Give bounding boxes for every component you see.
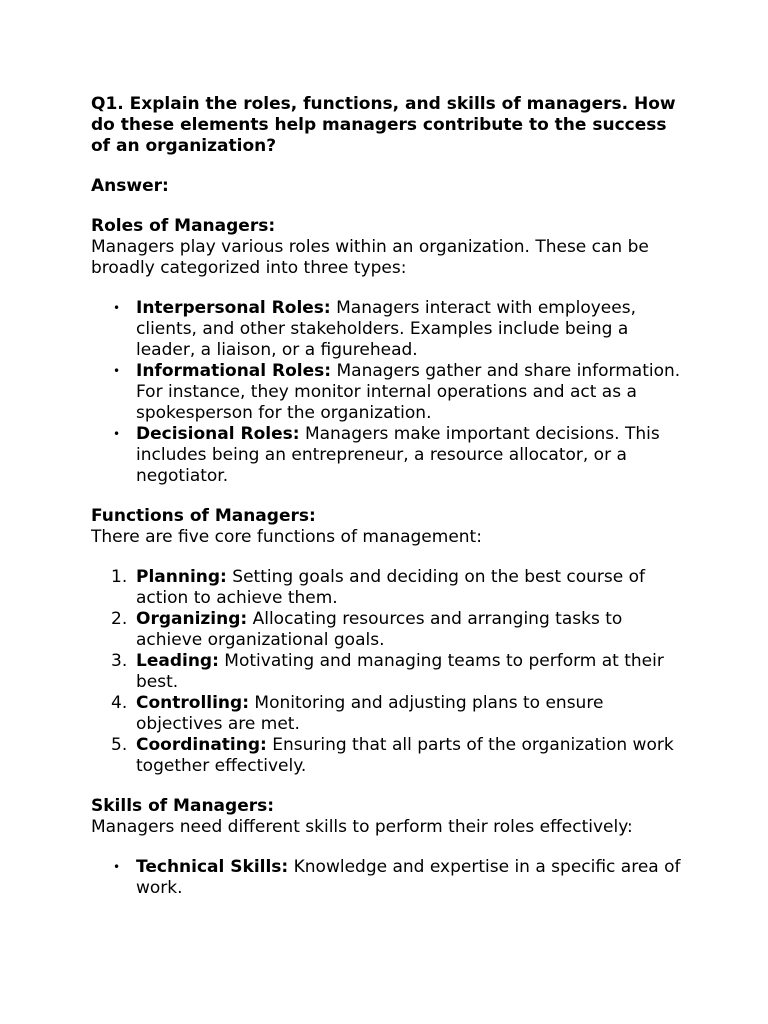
roles-heading: Roles of Managers:	[91, 216, 276, 236]
list-item	[91, 424, 691, 487]
list-item	[91, 567, 691, 609]
role-term: Decisional Roles:	[136, 424, 300, 444]
list-number: 4.	[111, 693, 128, 713]
list-item	[91, 361, 691, 424]
bullet-icon: •	[113, 427, 121, 441]
list-number: 3.	[111, 651, 128, 671]
roles-list	[91, 298, 691, 487]
functions-list	[91, 567, 691, 777]
document-content	[91, 94, 691, 918]
function-description: Motivating and managing teams to perform at their best.	[136, 651, 664, 692]
role-description: Managers make important decisions. This includes being an entrepreneur, a resource allocator, or a negotiator.	[136, 424, 660, 486]
role-term: Interpersonal Roles:	[136, 298, 331, 318]
skill-term: Technical Skills:	[136, 857, 289, 877]
list-number: 1.	[111, 567, 128, 587]
functions-heading: Functions of Managers:	[91, 506, 316, 526]
function-description: Allocating resources and arranging tasks to achieve organizational goals.	[136, 609, 623, 650]
list-item	[91, 735, 691, 777]
function-term: Planning:	[136, 567, 227, 587]
list-item	[91, 609, 691, 651]
list-item	[91, 298, 691, 361]
skills-list	[91, 857, 691, 899]
skill-description: Knowledge and expertise in a specific area of work.	[136, 857, 681, 898]
function-description: Ensuring that all parts of the organization work together effectively.	[136, 735, 674, 776]
function-description: Monitoring and adjusting plans to ensure objectives are met.	[136, 693, 604, 734]
function-term: Organizing:	[136, 609, 248, 629]
list-item	[91, 693, 691, 735]
answer-label: Answer:	[91, 176, 169, 196]
role-term: Informational Roles:	[136, 361, 332, 381]
list-number: 5.	[111, 735, 128, 755]
skills-heading: Skills of Managers:	[91, 796, 275, 816]
question-text: Q1. Explain the roles, functions, and skills of managers. How do these elements help managers contribute to the success of an organization?	[91, 94, 676, 156]
function-term: Controlling:	[136, 693, 249, 713]
function-term: Leading:	[136, 651, 219, 671]
role-description: Managers gather and share information. For instance, they monitor internal operations and act as a spokesperson for the organization.	[136, 361, 681, 423]
bullet-icon: •	[113, 301, 121, 315]
function-term: Coordinating:	[136, 735, 267, 755]
function-description: Setting goals and deciding on the best course of action to achieve them.	[136, 567, 646, 608]
list-number: 2.	[111, 609, 128, 629]
functions-intro: There are five core functions of management:	[91, 527, 482, 547]
list-item	[91, 857, 691, 899]
bullet-icon: •	[113, 364, 121, 378]
list-item	[91, 651, 691, 693]
role-description: Managers interact with employees, clients, and other stakeholders. Examples include being a leader, a liaison, or a figurehead.	[136, 298, 636, 360]
bullet-icon: •	[113, 860, 121, 874]
roles-intro: Managers play various roles within an organization. These can be broadly categorized into three types:	[91, 237, 649, 278]
skills-intro: Managers need different skills to perform their roles effectively:	[91, 817, 633, 837]
